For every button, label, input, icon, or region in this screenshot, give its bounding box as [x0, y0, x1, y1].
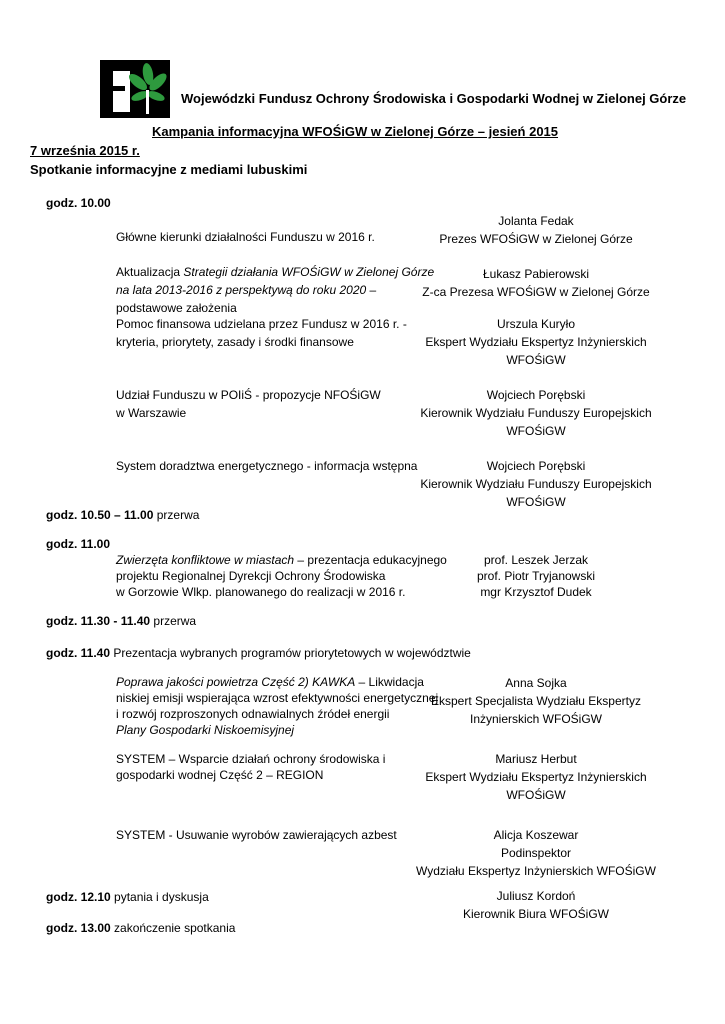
- item7-topic-italic: Poprawa jakości powietrza Część 2) KAWKA: [116, 675, 356, 689]
- item6-speakers: [416, 552, 656, 600]
- item2-topic: [116, 263, 434, 317]
- break1: [46, 508, 199, 522]
- item2-topic-italic2: na lata 2013-2016 z perspektywą do roku 2020: [116, 283, 367, 297]
- time-1300-description: zakończenie spotkania: [110, 921, 236, 935]
- item3-topic: [116, 315, 407, 351]
- item3-speaker-title1: Ekspert Wydziału Ekspertyz Inżynierskich: [425, 335, 647, 349]
- item3-speaker: [416, 315, 656, 369]
- item2-topic-line3: podstawowe założenia: [116, 301, 237, 315]
- item8-speaker-title2: WFOŚiGW: [506, 788, 566, 802]
- item8-topic-line1: SYSTEM – Wsparcie działań ochrony środowiska i: [116, 752, 386, 766]
- break1-time: godz. 10.50 – 11.00: [46, 508, 154, 522]
- item5-speaker-name: Wojciech Porębski: [486, 459, 586, 473]
- item6-topic-rest: – prezentacja edukacyjnego: [294, 553, 447, 567]
- item6-speaker3: mgr Krzysztof Dudek: [480, 585, 592, 599]
- item7-topic-line2: niskiej emisji wspierająca wzrost efektywności energetycznej: [116, 691, 439, 705]
- item2-speaker-name: Łukasz Pabierowski: [482, 267, 590, 281]
- item7-topic-line4: Plany Gospodarki Niskoemisyjnej: [116, 723, 295, 737]
- time-1000: godz. 10.00: [46, 196, 111, 210]
- meeting-subtitle: Spotkanie informacyjne z mediami lubuskimi: [30, 162, 308, 177]
- meeting-date: 7 września 2015 r.: [30, 143, 140, 158]
- item2-speaker-title: Z-ca Prezesa WFOŚiGW w Zielonej Górze: [422, 285, 650, 299]
- item5-speaker-title2: WFOŚiGW: [506, 495, 566, 509]
- item7-topic-rest: – Likwidacja: [355, 675, 424, 689]
- break2: [46, 614, 196, 628]
- item3-topic-line2: kryteria, priorytety, zasady i środki finansowe: [116, 335, 354, 349]
- item1-speaker-name: Jolanta Fedak: [498, 214, 574, 228]
- item3-speaker-title2: WFOŚiGW: [506, 353, 566, 367]
- item4-speaker-name: Wojciech Porębski: [486, 388, 586, 402]
- time-1210-label: godz. 12.10: [46, 890, 111, 904]
- item4-topic: [116, 386, 381, 422]
- item2-topic-dash: –: [366, 283, 377, 297]
- item6-speaker2: prof. Piotr Tryjanowski: [476, 569, 596, 583]
- t1210-speaker-name: Juliusz Kordoń: [496, 889, 576, 903]
- wfosigw-logo: [100, 60, 170, 118]
- item1-speaker-title: Prezes WFOŚiGW w Zielonej Górze: [439, 232, 633, 246]
- time-1140: [46, 646, 471, 660]
- item5-speaker: [416, 457, 656, 511]
- time-1210: [46, 890, 209, 904]
- item4-speaker: [416, 386, 656, 440]
- item4-topic-line1: Udział Funduszu w POIiŚ - propozycje NFOŚiGW: [116, 388, 381, 402]
- item2-speaker: [416, 265, 656, 301]
- item2-topic-pre: Aktualizacja: [116, 265, 184, 279]
- item8-speaker-title1: Ekspert Wydziału Ekspertyz Inżynierskich: [425, 770, 647, 784]
- campaign-title: Kampania informacyjna WFOŚiGW w Zielonej Górze – jesień 2015: [152, 124, 559, 139]
- item6-topic-line3: w Gorzowie Wlkp. planowanego do realizacji w 2016 r.: [116, 585, 406, 599]
- time-1300-label: godz. 13.00: [46, 921, 111, 935]
- item9-speaker: [406, 826, 666, 880]
- item7-speaker-name: Anna Sojka: [505, 676, 567, 690]
- break2-label: przerwa: [150, 614, 197, 628]
- item7-speaker-title2: Inżynierskich WFOŚiGW: [469, 712, 602, 726]
- break2-time: godz. 11.30 - 11.40: [46, 614, 151, 628]
- item4-speaker-title2: WFOŚiGW: [506, 424, 566, 438]
- item3-speaker-name: Urszula Kuryło: [496, 317, 576, 331]
- item7-speaker: [416, 674, 656, 728]
- item8-topic: [116, 751, 385, 783]
- item5-topic: System doradztwa energetycznego - informacja wstępna: [116, 459, 418, 473]
- time-1300: [46, 921, 235, 935]
- time-1140-description: Prezentacja wybranych programów priorytetowych w województwie: [110, 646, 471, 660]
- item8-speaker-name: Mariusz Herbut: [495, 752, 577, 766]
- t1210-speaker-title: Kierownik Biura WFOŚiGW: [462, 907, 610, 921]
- item7-topic: [116, 674, 438, 738]
- item7-topic-line3: i rozwój rozproszonych odnawialnych źródeł energii: [116, 707, 390, 721]
- item6-topic: [116, 552, 447, 600]
- item8-topic-line2: gospodarki wodnej Część 2 – REGION: [116, 768, 324, 782]
- item8-speaker: [416, 750, 656, 804]
- item1-speaker: [416, 212, 656, 248]
- item9-speaker-name: Alicja Koszewar: [493, 828, 579, 842]
- item6-topic-italic: Zwierzęta konfliktowe w miastach: [116, 553, 295, 567]
- item9-speaker-title1: Podinspektor: [500, 846, 572, 860]
- item5-speaker-title1: Kierownik Wydziału Funduszy Europejskich: [420, 477, 652, 491]
- time-1210-description: pytania i dyskusja: [110, 890, 209, 904]
- item6-topic-line2: projektu Regionalnej Dyrekcji Ochrony Środowiska: [116, 569, 386, 583]
- break1-label: przerwa: [153, 508, 200, 522]
- organization-name: Wojewódzki Fundusz Ochrony Środowiska i Gospodarki Wodnej w Zielonej Górze: [181, 91, 687, 106]
- item4-speaker-title1: Kierownik Wydziału Funduszy Europejskich: [420, 406, 652, 420]
- item9-topic: SYSTEM - Usuwanie wyrobów zawierających azbest: [116, 828, 397, 842]
- item3-topic-line1: Pomoc finansowa udzielana przez Fundusz w 2016 r. -: [116, 317, 407, 331]
- item4-topic-line2: w Warszawie: [116, 406, 187, 420]
- time-1100: godz. 11.00: [46, 537, 111, 551]
- item1-topic: Główne kierunki działalności Funduszu w 2016 r.: [116, 230, 375, 244]
- item6-speaker1: prof. Leszek Jerzak: [483, 553, 589, 567]
- item7-speaker-title1: Ekspert Specjalista Wydziału Ekspertyz: [431, 694, 641, 708]
- item2-topic-italic1: Strategii działania WFOŚiGW w Zielonej Górze: [183, 265, 435, 279]
- time-1140-label: godz. 11.40: [46, 646, 111, 660]
- t1210-speaker: [416, 887, 656, 923]
- item9-speaker-title2: Wydziału Ekspertyz Inżynierskich WFOŚiGW: [416, 864, 656, 878]
